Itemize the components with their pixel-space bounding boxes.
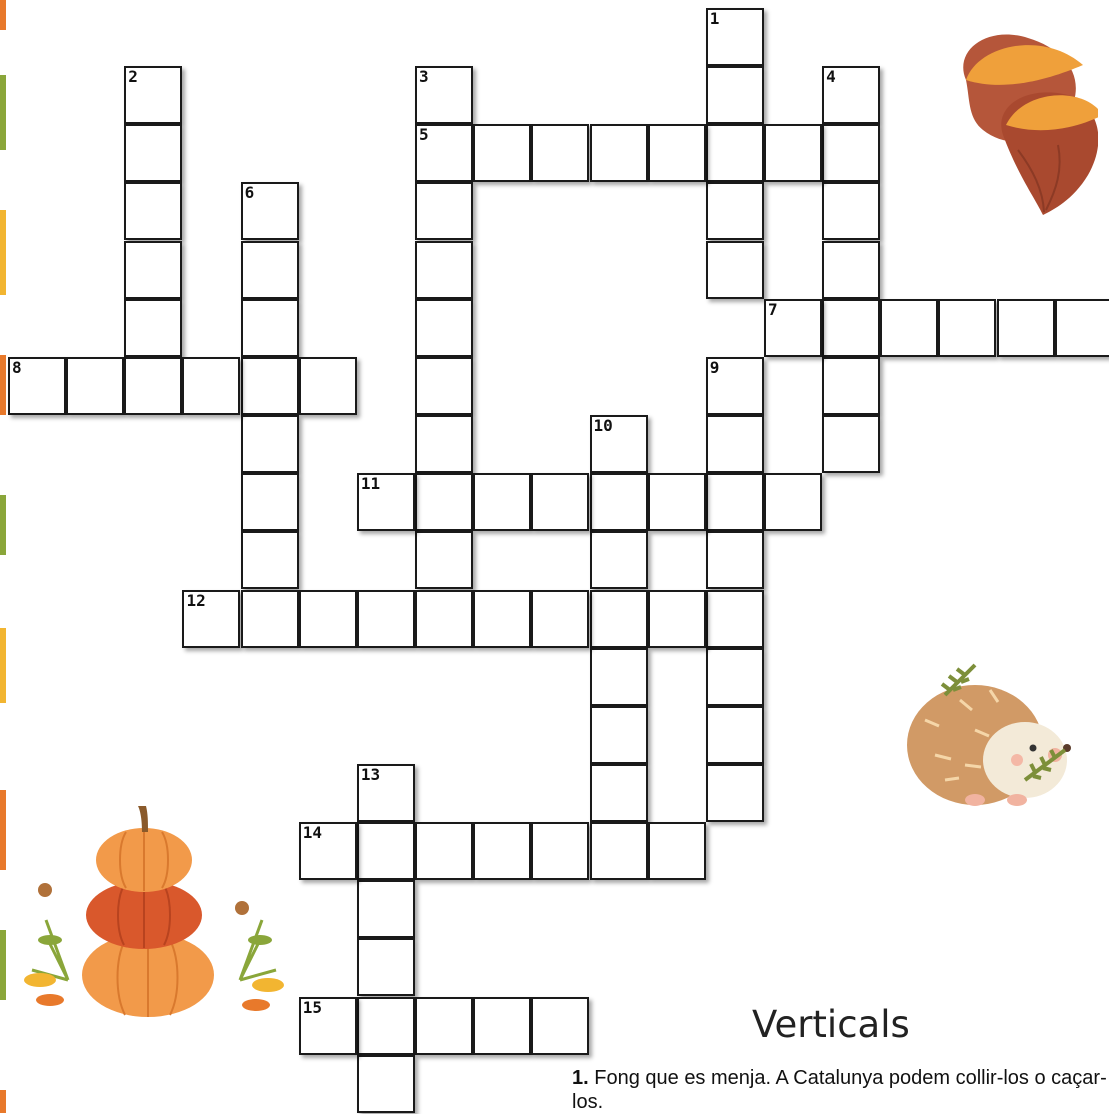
crossword-cell[interactable] xyxy=(415,299,473,357)
crossword-cell[interactable] xyxy=(648,473,706,531)
crossword-cell[interactable] xyxy=(357,938,415,996)
crossword-cell[interactable] xyxy=(357,997,415,1055)
crossword-cell[interactable] xyxy=(124,182,182,240)
border-strip xyxy=(0,75,6,150)
border-strip xyxy=(0,628,6,703)
border-strip xyxy=(0,930,6,1000)
crossword-cell[interactable] xyxy=(299,590,357,648)
clue-number-label: 12 xyxy=(186,590,206,610)
crossword-cell[interactable] xyxy=(182,590,240,648)
crossword-cell[interactable] xyxy=(473,473,531,531)
crossword-cell[interactable] xyxy=(706,66,764,124)
crossword-cell[interactable] xyxy=(124,66,182,124)
crossword-cell[interactable] xyxy=(822,66,880,124)
clue-number-label: 11 xyxy=(360,474,381,494)
clue-number-label: 7 xyxy=(767,299,778,319)
crossword-cell[interactable] xyxy=(822,357,880,415)
crossword-cell[interactable] xyxy=(648,124,706,182)
crossword-cell[interactable] xyxy=(473,822,531,880)
clue-item-1 xyxy=(572,1066,1109,1114)
chestnuts-illustration xyxy=(948,20,1098,220)
crossword-cell[interactable] xyxy=(531,822,589,880)
crossword-cell[interactable] xyxy=(822,241,880,299)
crossword-cell[interactable] xyxy=(66,357,124,415)
crossword-cell[interactable] xyxy=(590,822,648,880)
crossword-cell[interactable] xyxy=(415,357,473,415)
crossword-cell[interactable] xyxy=(241,531,299,589)
border-strip xyxy=(0,0,6,30)
crossword-cell[interactable] xyxy=(415,590,473,648)
crossword-cell[interactable] xyxy=(648,590,706,648)
border-strip xyxy=(0,790,6,870)
crossword-cell[interactable] xyxy=(299,357,357,415)
crossword-cell[interactable] xyxy=(241,299,299,357)
crossword-cell[interactable] xyxy=(706,706,764,764)
crossword-cell[interactable] xyxy=(590,473,648,531)
crossword-cell[interactable] xyxy=(590,590,648,648)
clue-number-label: 3 xyxy=(419,67,429,87)
crossword-cell[interactable] xyxy=(590,124,648,182)
crossword-cell[interactable] xyxy=(764,473,822,531)
crossword-cell[interactable] xyxy=(241,241,299,299)
crossword-cell[interactable] xyxy=(299,997,357,1055)
crossword-cell[interactable] xyxy=(299,822,357,880)
crossword-cell[interactable] xyxy=(706,590,764,648)
crossword-cell[interactable] xyxy=(357,822,415,880)
crossword-cell[interactable] xyxy=(124,299,182,357)
clue-number: 1. xyxy=(572,1067,589,1089)
clue-number-label: 5 xyxy=(419,125,429,145)
crossword-cell[interactable] xyxy=(8,357,66,415)
crossword-cell[interactable] xyxy=(706,531,764,589)
clue-number-label: 13 xyxy=(360,764,381,784)
crossword-cell[interactable] xyxy=(590,531,648,589)
crossword-cell[interactable] xyxy=(706,415,764,473)
crossword-cell[interactable] xyxy=(473,997,531,1055)
crossword-cell[interactable] xyxy=(241,357,299,415)
crossword-cell[interactable] xyxy=(706,182,764,240)
crossword-cell[interactable] xyxy=(706,357,764,415)
crossword-cell[interactable] xyxy=(473,124,531,182)
crossword-cell[interactable] xyxy=(415,124,473,182)
crossword-cell[interactable] xyxy=(590,764,648,822)
crossword-cell[interactable] xyxy=(415,822,473,880)
crossword-cell[interactable] xyxy=(124,124,182,182)
crossword-cell[interactable] xyxy=(706,648,764,706)
crossword-cell[interactable] xyxy=(531,997,589,1055)
crossword-cell[interactable] xyxy=(415,66,473,124)
crossword-cell[interactable] xyxy=(706,764,764,822)
border-strip xyxy=(0,355,6,415)
crossword-cell[interactable] xyxy=(822,415,880,473)
crossword-cell[interactable] xyxy=(531,590,589,648)
clue-number-label: 9 xyxy=(709,357,720,377)
crossword-cell[interactable] xyxy=(590,706,648,764)
crossword-cell[interactable] xyxy=(415,473,473,531)
crossword-cell[interactable] xyxy=(822,299,880,357)
crossword-cell[interactable] xyxy=(182,357,240,415)
crossword-cell[interactable] xyxy=(648,822,706,880)
crossword-cell[interactable] xyxy=(357,1055,415,1113)
crossword-cell[interactable] xyxy=(706,8,764,66)
pumpkins-illustration xyxy=(20,800,285,1020)
crossword-cell[interactable] xyxy=(357,764,415,822)
crossword-cell[interactable] xyxy=(822,124,880,182)
crossword-cell[interactable] xyxy=(241,182,299,240)
crossword-cell[interactable] xyxy=(706,473,764,531)
crossword-cell[interactable] xyxy=(241,473,299,531)
clue-number-label: 8 xyxy=(12,357,22,377)
clue-number-label: 15 xyxy=(302,997,323,1017)
hedgehog-illustration xyxy=(905,660,1075,810)
crossword-cell[interactable] xyxy=(880,299,938,357)
crossword-cell[interactable] xyxy=(357,590,415,648)
border-strip xyxy=(0,1090,6,1113)
clue-number-label: 6 xyxy=(244,183,255,203)
crossword-cell[interactable] xyxy=(357,473,415,531)
crossword-cell[interactable] xyxy=(1055,299,1109,357)
crossword-cell[interactable] xyxy=(764,124,822,182)
crossword-cell[interactable] xyxy=(706,241,764,299)
crossword-cell[interactable] xyxy=(415,415,473,473)
clue-number-label: 4 xyxy=(826,67,836,87)
crossword-cell[interactable] xyxy=(822,182,880,240)
crossword-cell[interactable] xyxy=(473,590,531,648)
crossword-cell[interactable] xyxy=(590,648,648,706)
crossword-cell[interactable] xyxy=(124,357,182,415)
crossword-cell[interactable] xyxy=(415,182,473,240)
crossword-cell[interactable] xyxy=(531,473,589,531)
crossword-cell[interactable] xyxy=(241,590,299,648)
crossword-cell[interactable] xyxy=(938,299,996,357)
clue-number-label: 1 xyxy=(709,9,720,28)
crossword-cell[interactable] xyxy=(764,299,822,357)
clue-number-label: 10 xyxy=(593,416,613,436)
verticals-heading: Verticals xyxy=(752,1003,910,1046)
crossword-cell[interactable] xyxy=(357,880,415,938)
border-strip xyxy=(0,495,6,555)
border-strip xyxy=(0,210,6,295)
crossword-cell[interactable] xyxy=(241,415,299,473)
crossword-cell[interactable] xyxy=(415,997,473,1055)
crossword-cell[interactable] xyxy=(531,124,589,182)
crossword-cell[interactable] xyxy=(706,124,764,182)
clue-text: Fong que es menja. A Catalunya podem collir-los o caçar-los. xyxy=(572,1067,1107,1113)
clue-number-label: 14 xyxy=(302,823,323,843)
crossword-cell[interactable] xyxy=(415,241,473,299)
clue-number-label: 2 xyxy=(128,67,138,87)
crossword-cell[interactable] xyxy=(997,299,1055,357)
crossword-cell[interactable] xyxy=(590,415,648,473)
crossword-cell[interactable] xyxy=(415,531,473,589)
crossword-cell[interactable] xyxy=(124,241,182,299)
